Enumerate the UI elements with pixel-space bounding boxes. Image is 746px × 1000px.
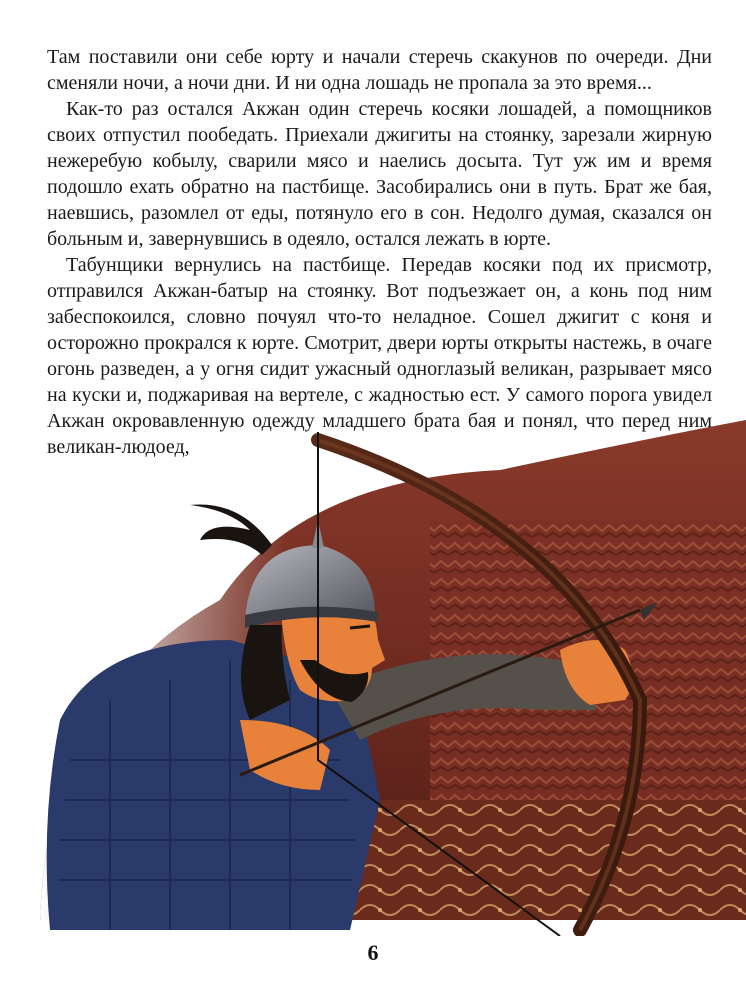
story-text — [47, 44, 712, 460]
paragraph: Табунщики вернулись на пастбище. Передав косяки под их присмотр, отправился Акжан-батыр на стоянку. Вот подъезжает он, а конь под ним забеспокоился, словно почуял что-то неладное. Сошел джигит с коня и осторожно прокрался к юрте. Смотрит, двери юрты открыты настежь, в очаге огонь разведен, а у огня сидит ужасный одноглазый великан, разрывает мясо на куски и, поджаривая на вертеле, с жадностью ест. У самого порога увидел Акжан окровавленную одежду младшего брата бая и понял, что перед ним великан-людоед, — [47, 254, 712, 458]
paragraph: Как-то раз остался Акжан один стеречь косяки лошадей, а помощников своих отпустил пообедать. Приехали джигиты на стоянку, зарезали жирную нежеребую кобылу, сварили мясо и наелись досыта. Тут уж им и время подошло ехать обратно на пастбище. Засобирались они в путь. Брат же бая, наевшись, разомлел от еды, потянуло его в сон. Недолго думая, сказался он больным и, завернувшись в одеяло, остался лежать в юрте. — [47, 98, 712, 250]
paragraph: Там поставили они себе юрту и начали стеречь скакунов по очереди. Дни сменяли ночи, а ночи дни. И ни одна лошадь не пропала за это время... — [47, 46, 712, 94]
archer-illustration — [0, 416, 746, 936]
page-number: 6 — [367, 940, 379, 965]
